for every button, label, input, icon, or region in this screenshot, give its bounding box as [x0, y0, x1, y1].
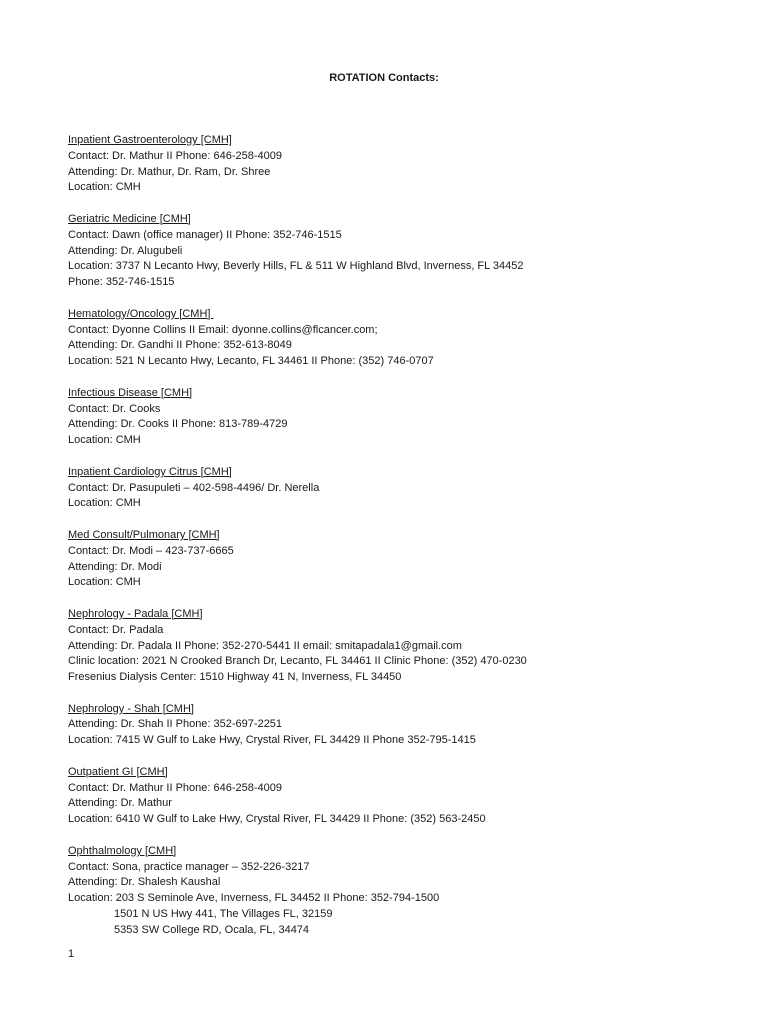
section-heading: Infectious Disease [CMH] — [68, 386, 193, 399]
location-line: Location: 521 N Lecanto Hwy, Lecanto, FL 34461 II Phone: (352) 746-0707 — [68, 355, 434, 368]
attending-line: Attending: Dr. Shah II Phone: 352-697-2251 — [68, 718, 283, 731]
contact-line: Contact: Dawn (office manager) II Phone: 352-746-1515 — [68, 228, 342, 241]
location-line: Location: 6410 W Gulf to Lake Hwy, Crystal River, FL 34429 II Phone: (352) 563-2450 — [68, 813, 486, 826]
section-heading: Geriatric Medicine [CMH] — [68, 212, 191, 225]
page-title: ROTATION Contacts: — [329, 72, 439, 84]
attending-line: Attending: Dr. Mathur — [68, 797, 172, 810]
contact-line: Contact: Dr. Cooks — [68, 402, 161, 415]
clinic-location-line: Clinic location: 2021 N Crooked Branch Dr, Lecanto, FL 34461 II Clinic Phone: (352) 470-0230 — [68, 655, 527, 668]
location-line: Location: 3737 N Lecanto Hwy, Beverly Hills, FL & 511 W Highland Blvd, Inverness, FL 34452 — [68, 260, 524, 273]
section-outpatient-gi — [68, 765, 748, 828]
location-line: Location: CMH — [68, 576, 141, 589]
attending-line: Attending: Dr. Cooks II Phone: 813-789-4729 — [68, 418, 288, 431]
section-heading: Outpatient GI [CMH] — [68, 765, 168, 778]
section-geriatric-medicine — [68, 212, 748, 291]
location-line: Location: 7415 W Gulf to Lake Hwy, Crystal River, FL 34429 II Phone 352-795-1415 — [68, 734, 476, 747]
page-number: 1 — [68, 948, 75, 960]
additional-location-line: 5353 SW College RD, Ocala, FL, 34474 — [114, 923, 310, 936]
section-hematology-oncology — [68, 307, 748, 370]
contact-line: Contact: Dr. Mathur II Phone: 646-258-4009 — [68, 781, 283, 794]
contact-line: Contact: Dr. Padala — [68, 623, 164, 636]
section-heading: Med Consult/Pulmonary [CMH] — [68, 528, 220, 541]
section-inpatient-cardiology — [68, 465, 748, 512]
contacts-list — [68, 133, 748, 954]
location-line: Location: 203 S Seminole Ave, Inverness, FL 34452 II Phone: 352-794-1500 — [68, 892, 440, 905]
section-ophthalmology — [68, 844, 748, 939]
attending-line: Attending: Dr. Gandhi II Phone: 352-613-8049 — [68, 339, 292, 352]
location-line: Location: CMH — [68, 497, 141, 510]
dialysis-center-line: Fresenius Dialysis Center: 1510 Highway 41 N, Inverness, FL 34450 — [68, 671, 402, 684]
location-line: Location: CMH — [68, 434, 141, 447]
contact-line: Contact: Dr. Pasupuleti – 402-598-4496/ Dr. Nerella — [68, 481, 320, 494]
section-infectious-disease — [68, 386, 748, 449]
contact-line: Contact: Dr. Mathur II Phone: 646-258-4009 — [68, 149, 283, 162]
contact-line: Contact: Dr. Modi – 423-737-6665 — [68, 544, 234, 557]
section-nephrology-padala — [68, 607, 748, 686]
section-med-consult-pulmonary — [68, 528, 748, 591]
section-inpatient-gastroenterology — [68, 133, 748, 196]
section-heading: Ophthalmology [CMH] — [68, 844, 177, 857]
phone-line: Phone: 352-746-1515 — [68, 276, 175, 289]
attending-line: Attending: Dr. Modi — [68, 560, 162, 573]
additional-location-line: 1501 N US Hwy 441, The Villages FL, 32159 — [114, 908, 333, 921]
section-heading: Inpatient Cardiology Citrus [CMH] — [68, 465, 232, 478]
attending-line: Attending: Dr. Shalesh Kaushal — [68, 876, 221, 889]
attending-line: Attending: Dr. Padala II Phone: 352-270-5441 II email: smitapadala1@gmail.com — [68, 639, 462, 652]
section-heading: Inpatient Gastroenterology [CMH] — [68, 134, 232, 146]
section-nephrology-shah — [68, 702, 748, 749]
section-heading: Nephrology - Shah [CMH] — [68, 702, 194, 715]
contact-line: Contact: Sona, practice manager – 352-226-3217 — [68, 860, 310, 873]
section-heading: Hematology/Oncology [CMH] — [68, 307, 214, 320]
attending-line: Attending: Dr. Mathur, Dr. Ram, Dr. Shree — [68, 165, 271, 178]
section-heading: Nephrology - Padala [CMH] — [68, 607, 203, 620]
contact-line: Contact: Dyonne Collins II Email: dyonne.collins@flcancer.com; — [68, 323, 378, 336]
attending-line: Attending: Dr. Alugubeli — [68, 244, 183, 257]
location-line: Location: CMH — [68, 181, 141, 194]
